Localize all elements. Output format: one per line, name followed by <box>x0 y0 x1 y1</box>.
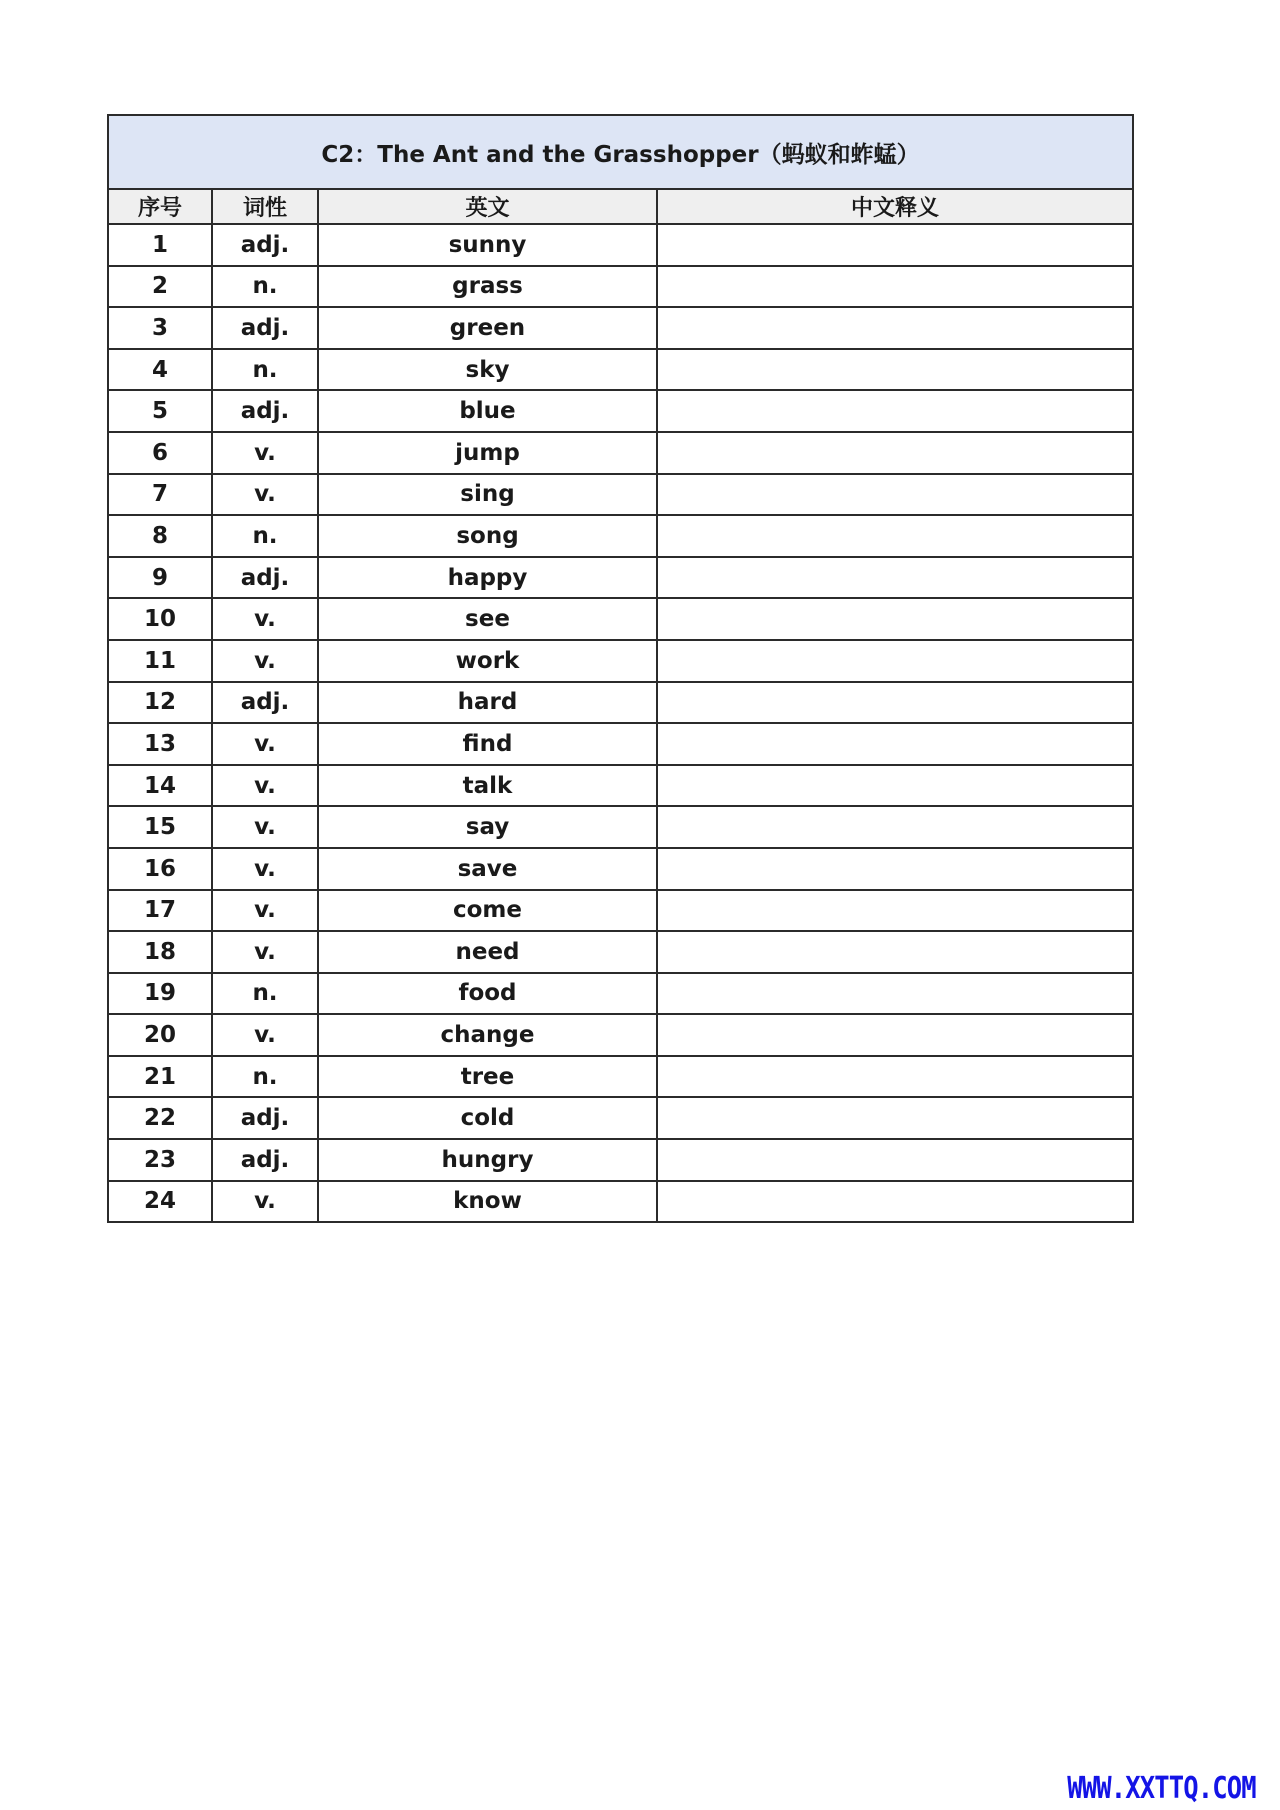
cell-part-of-speech: adj. <box>212 1139 318 1181</box>
table-row <box>108 640 1133 682</box>
cell-english-word: hard <box>318 682 657 724</box>
cell-english-word: see <box>318 598 657 640</box>
cell-english-word: sing <box>318 474 657 516</box>
cell-part-of-speech: v. <box>212 931 318 973</box>
cell-chinese-meaning <box>657 432 1133 474</box>
cell-index: 20 <box>108 1014 212 1056</box>
cell-english-word: food <box>318 973 657 1015</box>
header-part-of-speech: 词性 <box>212 189 318 224</box>
cell-part-of-speech: n. <box>212 1056 318 1098</box>
cell-chinese-meaning <box>657 1014 1133 1056</box>
cell-index: 12 <box>108 682 212 724</box>
table-row <box>108 931 1133 973</box>
table-row <box>108 557 1133 599</box>
table-row <box>108 266 1133 308</box>
table-row <box>108 224 1133 266</box>
cell-chinese-meaning <box>657 973 1133 1015</box>
cell-index: 4 <box>108 349 212 391</box>
cell-chinese-meaning <box>657 931 1133 973</box>
cell-chinese-meaning <box>657 266 1133 308</box>
cell-english-word: jump <box>318 432 657 474</box>
table-row <box>108 806 1133 848</box>
cell-english-word: talk <box>318 765 657 807</box>
cell-part-of-speech: v. <box>212 1181 318 1223</box>
table-row <box>108 598 1133 640</box>
cell-index: 14 <box>108 765 212 807</box>
cell-english-word: sky <box>318 349 657 391</box>
cell-part-of-speech: v. <box>212 765 318 807</box>
cell-chinese-meaning <box>657 515 1133 557</box>
cell-english-word: know <box>318 1181 657 1223</box>
cell-part-of-speech: v. <box>212 432 318 474</box>
cell-part-of-speech: v. <box>212 598 318 640</box>
cell-english-word: happy <box>318 557 657 599</box>
cell-index: 8 <box>108 515 212 557</box>
header-row <box>108 189 1133 224</box>
cell-english-word: need <box>318 931 657 973</box>
cell-chinese-meaning <box>657 598 1133 640</box>
cell-chinese-meaning <box>657 1056 1133 1098</box>
site-watermark: WWW.XXTTQ.COM <box>1067 1771 1256 1806</box>
cell-part-of-speech: adj. <box>212 390 318 432</box>
table-row <box>108 973 1133 1015</box>
table-row <box>108 1139 1133 1181</box>
cell-english-word: grass <box>318 266 657 308</box>
cell-index: 5 <box>108 390 212 432</box>
cell-english-word: work <box>318 640 657 682</box>
cell-index: 3 <box>108 307 212 349</box>
table-row <box>108 682 1133 724</box>
cell-part-of-speech: v. <box>212 890 318 932</box>
cell-english-word: say <box>318 806 657 848</box>
header-english: 英文 <box>318 189 657 224</box>
cell-index: 23 <box>108 1139 212 1181</box>
cell-chinese-meaning <box>657 890 1133 932</box>
table-title: C2：The Ant and the Grasshopper（蚂蚁和蚱蜢） <box>108 115 1133 189</box>
cell-index: 7 <box>108 474 212 516</box>
table-row <box>108 432 1133 474</box>
header-chinese-meaning: 中文释义 <box>657 189 1133 224</box>
cell-index: 24 <box>108 1181 212 1223</box>
cell-english-word: cold <box>318 1097 657 1139</box>
cell-chinese-meaning <box>657 848 1133 890</box>
cell-chinese-meaning <box>657 474 1133 516</box>
cell-english-word: tree <box>318 1056 657 1098</box>
table-row <box>108 848 1133 890</box>
header-index: 序号 <box>108 189 212 224</box>
cell-chinese-meaning <box>657 1139 1133 1181</box>
cell-part-of-speech: v. <box>212 1014 318 1056</box>
table-row <box>108 307 1133 349</box>
cell-part-of-speech: adj. <box>212 557 318 599</box>
cell-index: 17 <box>108 890 212 932</box>
cell-chinese-meaning <box>657 723 1133 765</box>
cell-chinese-meaning <box>657 390 1133 432</box>
cell-chinese-meaning <box>657 806 1133 848</box>
cell-english-word: save <box>318 848 657 890</box>
cell-chinese-meaning <box>657 1097 1133 1139</box>
cell-english-word: sunny <box>318 224 657 266</box>
cell-part-of-speech: adj. <box>212 682 318 724</box>
cell-chinese-meaning <box>657 1181 1133 1223</box>
cell-english-word: song <box>318 515 657 557</box>
vocabulary-table <box>107 114 1134 1223</box>
cell-chinese-meaning <box>657 224 1133 266</box>
table-row <box>108 515 1133 557</box>
cell-part-of-speech: v. <box>212 723 318 765</box>
cell-index: 22 <box>108 1097 212 1139</box>
cell-part-of-speech: adj. <box>212 224 318 266</box>
cell-index: 1 <box>108 224 212 266</box>
table-row <box>108 1097 1133 1139</box>
cell-index: 19 <box>108 973 212 1015</box>
table-row <box>108 1181 1133 1223</box>
title-row <box>108 115 1133 189</box>
cell-chinese-meaning <box>657 682 1133 724</box>
table-row <box>108 890 1133 932</box>
cell-index: 9 <box>108 557 212 599</box>
cell-index: 21 <box>108 1056 212 1098</box>
cell-part-of-speech: v. <box>212 848 318 890</box>
table-row <box>108 1014 1133 1056</box>
cell-english-word: hungry <box>318 1139 657 1181</box>
cell-english-word: blue <box>318 390 657 432</box>
cell-chinese-meaning <box>657 349 1133 391</box>
table-row <box>108 765 1133 807</box>
cell-chinese-meaning <box>657 765 1133 807</box>
cell-index: 2 <box>108 266 212 308</box>
cell-chinese-meaning <box>657 307 1133 349</box>
table-row <box>108 723 1133 765</box>
table-body <box>108 115 1133 1222</box>
cell-chinese-meaning <box>657 640 1133 682</box>
cell-part-of-speech: adj. <box>212 1097 318 1139</box>
table-row <box>108 390 1133 432</box>
cell-part-of-speech: adj. <box>212 307 318 349</box>
table-row <box>108 349 1133 391</box>
cell-index: 15 <box>108 806 212 848</box>
cell-part-of-speech: v. <box>212 806 318 848</box>
cell-part-of-speech: v. <box>212 640 318 682</box>
cell-part-of-speech: n. <box>212 349 318 391</box>
table-row <box>108 1056 1133 1098</box>
cell-chinese-meaning <box>657 557 1133 599</box>
cell-part-of-speech: n. <box>212 515 318 557</box>
cell-part-of-speech: n. <box>212 973 318 1015</box>
table-row <box>108 474 1133 516</box>
cell-english-word: find <box>318 723 657 765</box>
cell-index: 18 <box>108 931 212 973</box>
cell-index: 6 <box>108 432 212 474</box>
cell-index: 16 <box>108 848 212 890</box>
cell-part-of-speech: n. <box>212 266 318 308</box>
cell-english-word: green <box>318 307 657 349</box>
cell-english-word: come <box>318 890 657 932</box>
cell-index: 10 <box>108 598 212 640</box>
cell-english-word: change <box>318 1014 657 1056</box>
cell-index: 13 <box>108 723 212 765</box>
cell-index: 11 <box>108 640 212 682</box>
cell-part-of-speech: v. <box>212 474 318 516</box>
